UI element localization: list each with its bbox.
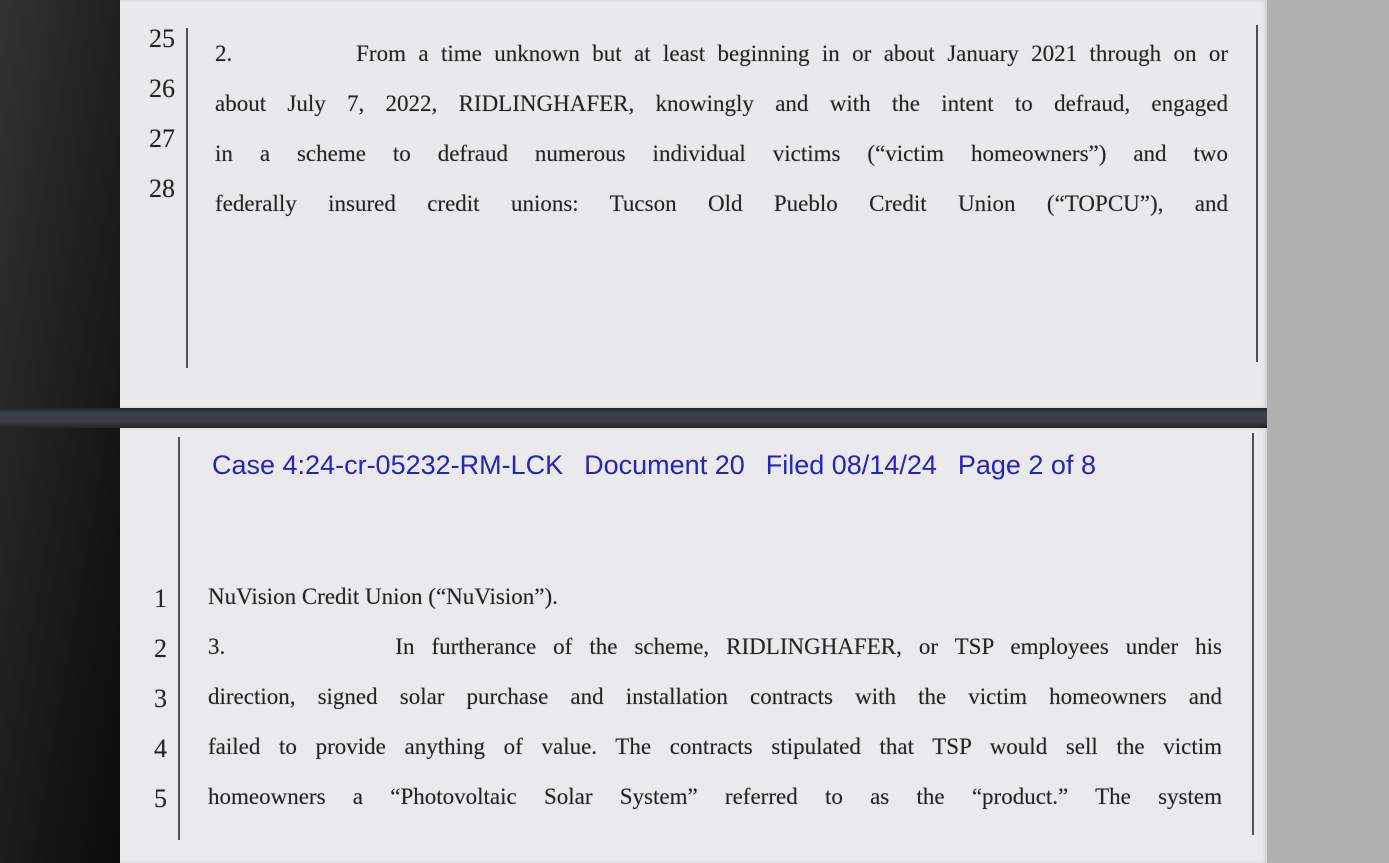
line-number: 26: [149, 74, 175, 103]
filed-date: Filed 08/14/24: [765, 450, 937, 480]
right-margin-rule: [1256, 25, 1258, 362]
body-line: in a scheme to defraud numerous individual victims (“victim homeowners”) and two: [215, 141, 1228, 166]
left-margin-rule: [178, 437, 180, 840]
paragraph-2: [215, 29, 1228, 229]
line-number: 5: [154, 784, 167, 813]
line-number: 2: [154, 634, 167, 663]
body-line: about July 7, 2022, RIDLINGHAFER, knowingly and with the intent to defraud, engaged: [215, 91, 1228, 116]
right-margin-rule: [1252, 433, 1254, 835]
body-line: federally insured credit unions: Tucson Old Pueblo Credit Union (“TOPCU”), and: [215, 191, 1228, 216]
body-line: NuVision Credit Union (“NuVision”).: [208, 584, 558, 609]
viewer-left-shade: [0, 0, 120, 863]
body-line: 2. From a time unknown but at least beginning in or about January 2021 through on or: [215, 41, 1228, 66]
case-number: Case 4:24-cr-05232-RM-LCK: [212, 450, 564, 480]
document-number: Document 20: [584, 450, 745, 480]
body-line: direction, signed solar purchase and installation contracts with the victim homeowners and: [208, 684, 1222, 709]
line-number-column: [120, 14, 175, 214]
line-number: 1: [154, 584, 167, 613]
page-separator-bar: [0, 408, 1267, 428]
body-line: homeowners a “Photovoltaic Solar System” referred to as the “product.” The system: [208, 784, 1222, 809]
page-indicator: Page 2 of 8: [957, 450, 1096, 480]
line-number: 25: [149, 24, 175, 53]
line-number: 28: [149, 174, 175, 203]
body-line: failed to provide anything of value. The contracts stipulated that TSP would sell the victim: [208, 734, 1222, 759]
line-number: 3: [154, 684, 167, 713]
document-page-2: [120, 428, 1267, 863]
line-number-column: [120, 574, 167, 824]
left-margin-rule: [186, 28, 188, 368]
paragraph-3: [208, 572, 1222, 822]
line-number: 27: [149, 124, 175, 153]
line-number: 4: [154, 734, 167, 763]
document-page-1: [120, 0, 1267, 408]
body-line: 3. In furtherance of the scheme, RIDLINGHAFER, or TSP employees under his: [208, 634, 1222, 659]
ecf-filing-stamp: [212, 450, 1096, 481]
